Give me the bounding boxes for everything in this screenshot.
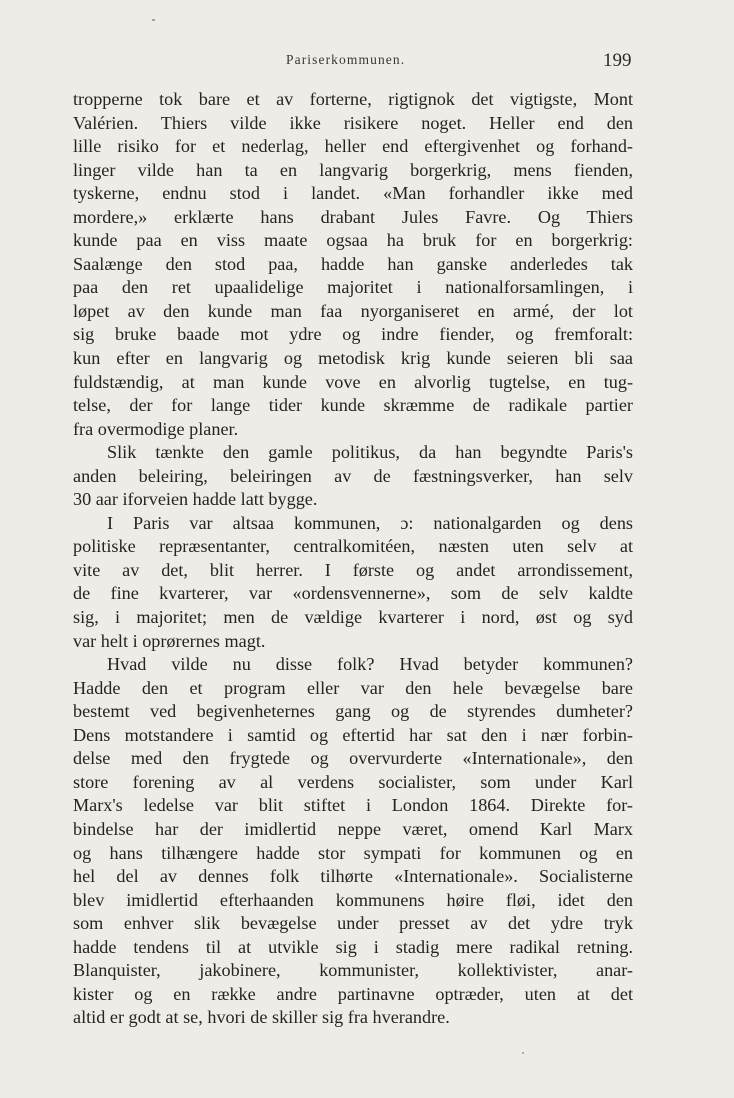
- paragraph-start-line: I Paris var altsaa kommunen, ɔ: nationalgarden og dens: [107, 512, 633, 533]
- text-line: mordere,» erklærte hans drabant Jules Favre. Og Thiers: [73, 206, 633, 227]
- text-line: delse med den frygtede og overvurderte «Internationale», den: [73, 748, 633, 769]
- running-header: [0, 50, 734, 74]
- paragraph-start-line: Slik tænkte den gamle politikus, da han begyndte Paris's: [107, 442, 633, 463]
- text-line: sig, i majoritet; men de vældige kvarterer i nord, øst og syd: [73, 607, 633, 628]
- text-line: kister og en række andre partinavne optræder, uten at det: [73, 983, 633, 1004]
- paragraph-end-line: fra overmodige planer.: [73, 418, 239, 439]
- text-line: hel del av dennes folk tilhørte «Internationale». Socialisterne: [73, 866, 633, 887]
- text-line: fuldstændig, at man kunde vove en alvorlig tugtelse, en tug-: [73, 371, 633, 392]
- text-line: og hans tilhængere hadde stor sympati for kommunen og en: [73, 842, 633, 863]
- text-line: sig bruke baade mot ydre og indre fiender, og fremforalt:: [73, 324, 633, 345]
- text-line: Blanquister, jakobinere, kommunister, kollektivister, anar-: [73, 960, 633, 981]
- running-title: Pariserkommunen.: [286, 52, 406, 67]
- paragraph-start-line: Hvad vilde nu disse folk? Hvad betyder kommunen?: [107, 654, 633, 675]
- text-line: lille risiko for et nederlag, heller end eftergivenhet og forhand-: [73, 136, 633, 157]
- paragraph-end-line: var helt i oprørernes magt.: [73, 630, 266, 651]
- text-line: linger vilde han ta en langvarig borgerkrig, mens fienden,: [73, 159, 633, 180]
- text-line: tyskerne, endnu stod i landet. «Man forhandler ikke med: [73, 183, 633, 204]
- text-line: Marx's ledelse var blit stiftet i London 1864. Direkte for-: [73, 795, 633, 816]
- text-line: telse, der for lange tider kunde skræmme de radikale partier: [73, 395, 633, 416]
- text-line: tropperne tok bare et av forterne, rigtignok det vigtigste, Mont: [73, 89, 633, 109]
- text-line: vite av det, blit herrer. I første og andet arrondissement,: [73, 559, 633, 580]
- text-line: Valérien. Thiers vilde ikke risikere noget. Heller end den: [73, 112, 633, 133]
- text-line: politiske repræsentanter, centralkomitéen, næsten uten selv at: [73, 536, 633, 557]
- text-line: bindelse har der imidlertid neppe været, omend Karl Marx: [73, 818, 633, 839]
- text-line: kunde paa en viss maate ogsaa ha bruk for en borgerkrig:: [73, 230, 633, 251]
- print-speck: [152, 19, 155, 21]
- body-text: [73, 88, 633, 1030]
- paragraph-end-line: 30 aar iforveien hadde latt bygge.: [73, 489, 318, 510]
- page-number: 199: [603, 50, 632, 71]
- text-line: anden beleiring, beleiringen av de fæstningsverker, han selv: [73, 465, 633, 486]
- text-line: de fine kvarterer, var «ordensvennerne», som de selv kaldte: [73, 583, 633, 604]
- text-line: Hadde den et program eller var den hele bevægelse bare: [73, 677, 633, 698]
- text-line: paa den ret upaalidelige majoritet i nationalforsamlingen, i: [73, 277, 633, 298]
- paragraph-end-line: altid er godt at se, hvori de skiller sig fra hverandre.: [73, 1007, 450, 1028]
- text-line: løpet av den kunde man faa nyorganiseret en armé, der lot: [73, 300, 633, 321]
- text-line: Saalænge den stod paa, hadde han ganske anderledes tak: [73, 253, 633, 274]
- text-line: kun efter en langvarig og metodisk krig kunde seieren bli saa: [73, 348, 633, 369]
- text-line: som enhver slik bevægelse under presset av det ydre tryk: [73, 913, 633, 934]
- text-line: hadde tendens til at utvikle sig i stadig mere radikal retning.: [73, 936, 633, 957]
- text-line: Dens motstandere i samtid og eftertid har sat den i nær forbin-: [73, 724, 633, 745]
- text-line: store forening av al verdens socialister, som under Karl: [73, 771, 633, 792]
- text-line: bestemt ved begivenheternes gang og de styrendes dumheter?: [73, 701, 633, 722]
- text-line: blev imidlertid efterhaanden kommunens høire fløi, idet den: [73, 889, 633, 910]
- print-speck: [522, 1052, 524, 1054]
